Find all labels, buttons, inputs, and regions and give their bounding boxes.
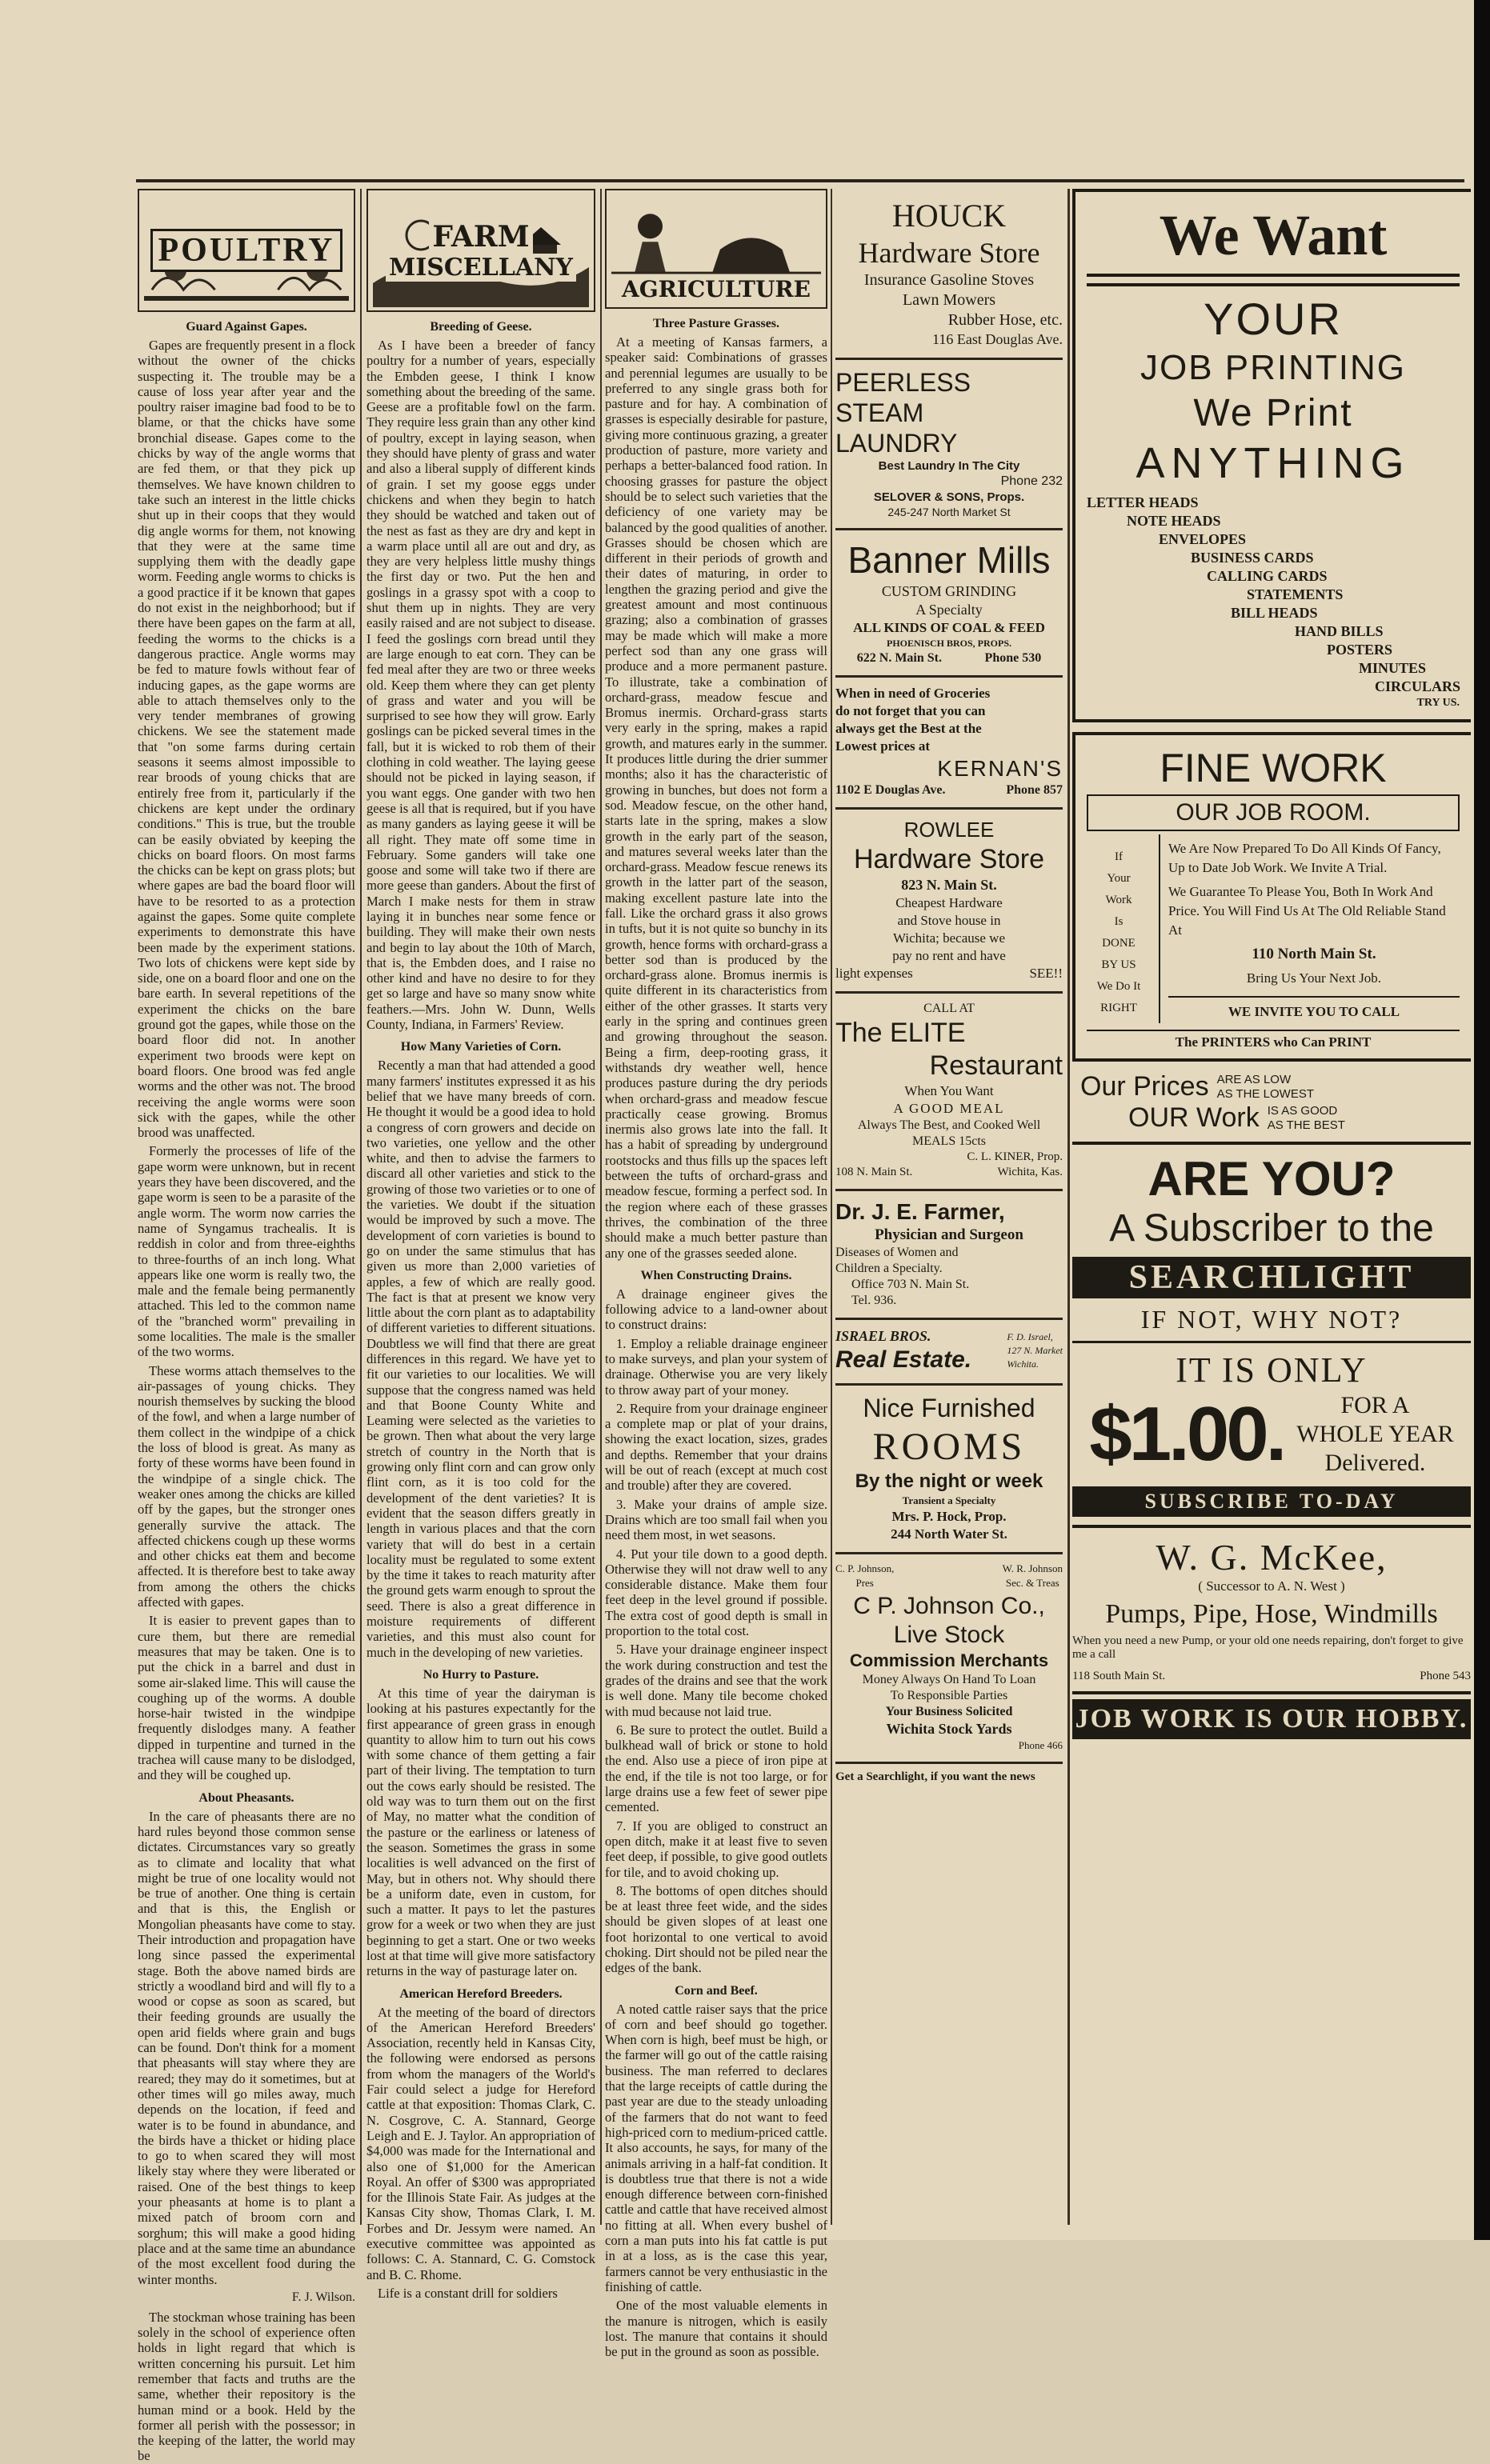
ad-text: AS THE BEST [1267,1118,1345,1132]
side-word: Your [1107,872,1131,885]
ad-line [835,1166,1063,1179]
officers [835,1561,1063,1591]
print-item: TRY US. [1416,697,1460,709]
ad-line: When in need of Groceries [835,686,991,701]
heading: Corn and Beef. [675,1983,758,1998]
houck-ad [835,189,1063,360]
farm-title-2: MISCELLANY [386,254,576,282]
ad-line: KERNAN'S [937,756,1063,781]
ad-line: F. D. Israel, [1007,1331,1053,1342]
ad-text: Bring Us Your Next Job. [1246,970,1382,986]
ad-line: ROOMS [872,1426,1026,1468]
mckee-successor: ( Successor to A. N. West ) [1198,1578,1345,1594]
we-want-heading: We Want [1159,203,1388,267]
article-text: The stockman whose training has been solely in the school of experience often holds in light regard that which is written concerning his pursuit. Let him remember that facts and truths are the same, whether their repository is the human mind or a book. Held by the former all perish with the possessor; in the keeping of the latter, the world may be [138,2309,355,2464]
article-text: 3. Make your drains of ample size. Drains which are too small fail when you need them most, in wet seasons. [605,1496,827,1543]
mckee-name: W. G. McKee, [1156,1537,1388,1578]
ad-line: PHOENISCH BROS, PROPS. [886,638,1012,649]
hobby-ad [1072,1691,1471,1739]
double-rule [1087,274,1460,286]
print-item: NOTE HEADS [1127,513,1221,529]
work-compare [1268,1104,1345,1133]
prices-compare [1217,1073,1314,1102]
column-rule [1067,189,1070,2225]
ad-line: To Responsible Parties [890,1689,1008,1702]
article-text: These worms attach themselves to the air-passages of young chicks. They nourish themselves by sucking the blood of the fowl, and when a large number of them collect in the windpipe of a chick the loss of blood is great. As many as forty of these worms have been found in the windpipe of a single chick. The weaker ones among the chicks are killed off by the gapes, but the stronger ones generally survive the attack. The affected chickens cough up these worms and other chicks eat them and become affected. It is therefore best to take away from among the others the chicks affected with gapes. [138,1362,355,1610]
print-item: ENVELOPES [1159,531,1247,547]
only-line: IT IS ONLY [1176,1350,1368,1390]
farm-masthead [366,189,595,312]
ad-line: PEERLESS [835,368,971,397]
column-rule [600,189,602,2225]
ad-line: Your Business Solicited [885,1705,1013,1718]
heading: When Constructing Drains. [640,1268,792,1282]
side-word: DONE [1102,937,1136,950]
side-word: Work [1105,894,1132,906]
ad-line: and Stove house in [897,913,1001,928]
signature: F. J. Wilson. [291,2290,355,2304]
heading: How Many Varieties of Corn. [400,1040,562,1054]
article-text: A noted cattle raiser says that the price of corn and beef should go together. When corn is high, beef must be high, or the farmer will go out of the cattle raising business. The man referred to declares that the large receipts of cattle during the past year are due to the steady unloading of the farmers that do not want to feed high-priced corn to medium-priced cattle. It also accounts, he says, for many of the animals arriving in a half-fat condition. It is doubtless true that there is not a wide enough difference between corn-finished cattle and cattle that have received almost no fitting at all. When every bushel of corn a man puts into his fat cattle is put in at a loss, as is the case this year, farmers cannot be very enthusiastic in the finishing of cattle. [605,2001,827,2294]
fine-work-body [1087,834,1460,1023]
side-word: We Do It [1096,980,1141,993]
article-text: At this time of year the dairyman is looking at his pastures expectantly for the first appearance of green grass in enough quantity to allow him to turn out his cows with some chance of them getting a fair part of their living. The temptation to turn out the cows early should be resisted. The old way was to turn them out on the first of May, no matter what the condition of the pasture or the earliness or lateness of the season. Sometimes the grass in some localities is well advanced on the first of May, but in others not. Why should there be a uniform date, even in custom, for such a matter. It pays to let the pastures grow for a week or two when they are just beginning to get a start. One or two weeks lost at that time will give more satisfactory returns in the way of pasturage later on. [366,1685,595,1979]
article-text: In the care of pheasants there are no hard rules beyond those common sense dictates. Circumstances vary so greatly as to climate and locality that what might be true of one locality would not be true of another. One thing is certain and that is this, the English or Mongolian pheasants have come to stay. Their introduction and propagation have long since passed the experimental stage. Both the above named birds are strictly a woodland bird and will fly to a wood or copse as soon as scared, but their feeding grounds are usually the open arid fields where grain and bugs can be found. Don't think for a moment that pheasants will stay where they are reared; they may do it sometimes, but at other times will go miles away, much depends on the location, if feed and water is to be found in abundance, and the birds have a thicket or hiding place to go to when scared they will most likely stay where they were liberated or raised. One of the best things to keep your pheasants at home is to plant a mixed patch of broom corn and sorghum; this will make a good hiding place and at the same time an abundance of the most excellent food during the winter months. [138,1808,355,2287]
subscribe-banner: SUBSCRIBE TO-DAY [1072,1486,1471,1517]
article-text: Gapes are frequently present in a flock without the owner of the chicks suspecting it. The trouble may be a cause of loss year after year and the poultry raiser imagine bad food to be to blame, or that the chicks have some bronchial disease. Gapes come to the chicks by way of the angle worms that are fed them, or that they pick up themselves. We have known children to take such an interest in the little chicks shut up in their coops that they would dig angle worms for them, not knowing that they were at the same time supplying them with the deadly gape worm. Feeding angle worms to chicks is a good practice if it be known that gapes do not exist in the neighborhood; but if there have been gapes on the farm at all, feeding the worms to the chicks is a dangerous practice. Angle worms may be fed to mature fowls without fear of inducing gapes, as the gape worms are able to attach themselves only to the very tender membranes of growing chickens. We see the statement made that "on some farms during certain seasons it seems almost impossible to rear broods of young chicks that are entirely free from it, particularly if the chickens are kept under the ordinary conditions." This is true, but the trouble can be easily obviated by keeping the chicks on board floors. On most farms the chicks can be kept on grass plots; but where gapes are bad the board floor will have to be resorted to as a protection against the gapes. Some quite complete experiments to demonstrate this have been made by the experiment stations. Two lots of chickens were kept side by side, one on a board floor and one on the bare earth. In several repetitions of the experiment the chicks on the bare ground got the gapes, while those on the board floor did not. In another experiment two broods were kept on board floors. One brood was fed angle worms and the other was not. The brood receiving the angle worms were soon sick with the gapes, while the other brood was unaffected. [138,338,355,1141]
price-value: $1.00. [1089,1391,1284,1477]
phone: Phone 543 [1420,1670,1471,1682]
article-text: 6. Be sure to protect the outlet. Build a bulkhead wall of brick or stone to hold the end. Also use a piece of iron pipe at the end, if the tile is not too large, or for large drains use a few feet of sewer pipe cemented. [605,1722,827,1815]
agriculture-column [605,189,827,2360]
officer-title: Sec. & Treas [1005,1577,1059,1589]
ad-text: Delivered. [1324,1450,1426,1476]
poultry-title: POULTRY [150,229,342,272]
ad-line: Phone 232 [1000,474,1063,488]
article-text: It is easier to prevent gapes than to cure them, but there are remedial measures that may be taken. One is to put the chick in a barrel and dust in some air-slaked lime. This will cause the coughing up of the worms. A double horse-hair twisted in the windpipe frequently dislodges many. A feather dipped in turpentine and turned in the trachea will cause many to be dislodged, and they will be coughed up. [138,1613,355,1783]
ad-line: A Specialty [915,602,983,618]
ad-line: HOUCK [891,198,1007,234]
ad-line: MEALS 15cts [912,1134,986,1148]
top-rule [136,179,1464,182]
price-row [1072,1390,1471,1478]
rowlee-ad [835,810,1063,994]
ad-line: SELOVER & SONS, Props. [873,490,1025,504]
rooms-ad [835,1386,1063,1554]
address: 118 South Main St. [1072,1670,1166,1682]
are-you-heading: ARE YOU? [1148,1152,1396,1206]
side-word: BY US [1101,958,1136,971]
ad-text: SEE!! [1029,966,1063,981]
ad-line: Physician and Surgeon [875,1226,1023,1243]
fine-work-heading: FINE WORK [1160,746,1387,790]
israel-main [835,1326,971,1375]
ad-line: Best Laundry In The City [878,459,1020,473]
work-row [1080,1102,1463,1134]
print-item: BILL HEADS [1231,605,1318,621]
poultry-column [138,189,355,2464]
ad-line: 116 East Douglas Ave. [932,331,1063,347]
ad-line: A GOOD MEAL [893,1101,1005,1116]
column-rule [831,189,832,2225]
article-text: A drainage engineer gives the following advice to a land-owner about to construct drains: [605,1286,827,1333]
heading: Three Pasture Grasses. [652,317,780,330]
address: 108 N. Main St. [835,1166,913,1178]
ad-line: When You Want [904,1083,994,1098]
ad-address: 110 North Main St. [1252,946,1376,962]
price-terms [1296,1391,1453,1478]
ad-line: Diseases of Women and [835,1246,959,1259]
work-label: OUR Work [1128,1102,1260,1133]
mckee-line: When you need a new Pump, or your old one needs repairing, don't forget to give me a call [1072,1634,1464,1661]
elite-ad [835,994,1063,1191]
article-text: 5. Have your drainage engineer inspect the work during construction and test the grades of the drains and see that the work is well done. Many tile become choked with mud because not laid true. [605,1642,827,1719]
address: 1102 E Douglas Ave. [835,783,946,797]
ad-text: ARE AS LOW [1216,1072,1292,1086]
article-text: At a meeting of Kansas farmers, a speaker said: Combinations of grasses and perennial legumes are usually to be preferred to any single grass both for pasture and for hay. A combination of grasses is especially desirable for pasture, giving more continuous grazing, a greater production of pasture, more variety and perhaps a better-balanced food ration. In choosing grasses for pasture the object should be to select such varieties that the deficiency of one variety may be balanced by the good qualities of another. Grasses should be chosen which are different in their periods of growth and their dates of maturing, in order to lengthen the grazing period and give the greatest amount and most continuous grazing; also a combination of grasses may be made which will make a more perfect sod than any one grass will produce and a more permanent pasture. To illustrate, take a combination of orchard-grass, meadow fescue and Bromus inermis. Orchard-grass starts very early in the spring, makes a rapid growth, and matures early in the summer. It produces little during the drier summer months; also it has the characteristic of growing in bunches, but does not form a sod. Meadow fescue, on the other hand, starts late in the spring, makes a slow growth in the early part of the season, and matures several weeks later than the orchard-grass. Meadow fescue renews its growth in the latter part of the season, making excellent pasture late into the fall. Like the orchard grass it also grows in tufts, but it is not quite so bunchy in its growth, hence forms with orchard-grass a better sod than is produced by the orchard-grass alone. Bromus inermis is quite different in its characteristics from either of the other grasses. It starts very early in the spring and continues green and growing throughout the season. Being a firm, deep-rooting grass, it withstands dry weather well, hence produces pasture during the dry periods when orchard-grass and meadow fescue practically cease growing. Bromus inermis also grows late into the fall. It has a habit of spreading by underground rootstocks and thus fills up the spaces left between the tufts of orchard-grass and meadow fescue, forming a perfect sod. In the region where each of these grasses thrives, the combination of the three should make a much better pasture than any one of the grasses seeded alone. [605,334,827,1261]
ad-line: Mrs. P. Hock, Prop. [891,1509,1007,1524]
ad-line: Get a Searchlight, if you want the news [835,1770,1035,1783]
fine-work-text [1159,834,1460,1023]
ad-text: We Are Now Prepared To Do All Kinds Of Fancy, Up to Date Job Work. We Invite A Trial. [1168,841,1441,875]
searchlight-note [835,1764,1063,1784]
ad-line: Dr. J. E. Farmer, [835,1199,1005,1224]
officer-title: Pres [855,1577,874,1589]
ad-text: WHOLE YEAR [1296,1421,1454,1447]
side-word: Is [1114,915,1124,928]
page-edge-shadow [1474,0,1490,2240]
prices-label: Our Prices [1080,1071,1209,1102]
heading: Guard Against Gapes. [186,320,307,334]
print-item: CALLING CARDS [1207,568,1328,584]
print-items [1087,494,1460,710]
ad-line: Wichita. [1007,1358,1039,1370]
ad-line: Hardware Store [853,844,1045,874]
ad-line: 245-247 North Market St [887,506,1011,518]
ad-line: By the night or week [855,1470,1043,1492]
print-item: STATEMENTS [1247,586,1344,602]
ad-line: ALL KINDS OF COAL & FEED [853,620,1045,635]
officer-name: C. P. Johnson, [835,1562,895,1574]
ad-line: always get the Best at the [835,721,982,736]
article-text: At the meeting of the board of directors of the American Hereford Breeders' Association, recently held in Kansas City, the following were endorsed as persons from whom the managers of the World's Fair could select a judge for Hereford cattle at that exposition: Thomas Clark, C. N. Cosgrove, C. A. Stannard, George Leigh and E. J. Taylor. An appropriation of $4,000 was made for the International and also one of $1,000 for the American Royal. An offer of $300 was appropriated for the Illinois State Fair. As judges at the Kansas City show, Thomas Clark, I. M. Forbes and Dr. Jessym were named. An executive committee was appointed as follows: C. A. Stannard, C. G. Comstock and B. C. Rhome. [366,2004,595,2282]
ad-line: Live Stock [893,1622,1005,1648]
printers-line: The PRINTERS who Can PRINT [1087,1030,1460,1050]
heading: About Pheasants. [198,1790,294,1805]
officer-2 [1003,1561,1063,1591]
ad-text: AS THE LOWEST [1216,1086,1315,1101]
ad-line [835,966,1063,982]
ad-line: Always The Best, and Cooked Well [857,1118,1041,1132]
ad-line: Hardware Store [858,237,1040,269]
peerless-ad [835,360,1063,530]
article-text: Formerly the processes of life of the gape worm were unknown, but in recent years they have been discovered, and the gape worm is seen to be a parasite of the angle worm. The worm now carries the name of Syngamus trachealis. It is reddish in color and from three-eighths to three-fourths of an inch long. What appears like one worm is really two, the male and the female being permanently attached. This led to the common name of the "branched worm" prevailing in some localities. The male is the smaller of the two worms. [138,1143,355,1360]
ad-text: light expenses [835,966,913,981]
ad-line: LAUNDRY [835,429,958,458]
article-text: 1. Employ a reliable drainage engineer to make surveys, and plan your system of drainage. Otherwise you are very likely to throw away part of your money. [605,1335,827,1398]
ad-line [835,651,1063,666]
israel-address [1007,1330,1063,1372]
fine-work-ad [1072,732,1471,1062]
job-room-heading: OUR JOB ROOM. [1087,794,1460,831]
ad-line: Nice Furnished [863,1394,1035,1422]
ad-line: Tel. 936. [851,1294,897,1307]
farm-title-1: FARM [429,220,532,254]
printing-column [1072,189,1471,2225]
johnson-ad [835,1554,1063,1764]
hobby-banner: JOB WORK IS OUR HOBBY. [1072,1699,1471,1739]
job-printing-heading: JOB PRINTING [1140,348,1407,387]
searchlight-banner: SEARCHLIGHT [1072,1257,1471,1298]
heading: Breeding of Geese. [430,320,532,334]
ad-line: ISRAEL BROS. [835,1328,931,1344]
print-item: HAND BILLS [1295,623,1384,639]
article-text: Life is a constant drill for soldiers [378,2285,558,2301]
article-text: 8. The bottoms of open ditches should be at least three feet wide, and the sides should be given slopes of at least one foot horizontal to one vertical to avoid choking. Dirt should not be piled near the edges of the bank. [605,1882,827,1976]
ad-line: Lowest prices at [835,738,931,754]
subscribe-ad [1072,1142,1471,1517]
heading: No Hurry to Pasture. [423,1667,539,1682]
job-printing-ad [1072,189,1471,722]
ad-line: do not forget that you can [835,703,986,718]
israel-bros-ad [835,1320,1063,1386]
ad-line: CUSTOM GRINDING [881,583,1017,599]
article-text: Recently a man that had attended a good many farmers' institutes expressed it as his belief that we have many breeds of corn. He thought it would be a good idea to hold a congress of corn growers and decide on two varieties, one yellow and the other white, and then to advise the farmers to discard all other varieties and stick to the growing of those two varieties or to one of the varieties. We doubt if the situation would be improved by such a move. The development of corn varieties is bound to go on under the same stimulus that has given us more than 2,000 varieties of apples, a few of which are really good. The fact is that at present we know very little about the corn plant as to adaptability of different varieties to different situations. Doubtless we will find that there are great differences in this regard. We have yet to fit our varieties to our localities. We will suppose that the congress named was held and that Boone County White and Leaming were selected as the varieties to be grown. Then what about the very large stretch of country in the North that is growing only flint corn and can grow only flint corn, as it is too cold for the development of the dent varieties? It is evident that the season differs greatly in length in various places and that the corn variety that will do best in a certain locality must be regulated to some extent by the time it takes to reach maturity after the ground gets warm enough to sprout the seed. There is also a great difference in moisture requirements of different varieties, and this must also count for much in the developing of new varieties. [366,1058,595,1660]
print-item: CIRCULARS [1375,678,1461,694]
phone: Phone 857 [1006,783,1063,797]
prices-ad [1072,1071,1471,1134]
mckee-products: Pumps, Pipe, Hose, Windmills [1105,1599,1438,1629]
ad-line: 127 N. Market [1007,1345,1063,1356]
ad-line: Banner Mills [847,539,1051,581]
ad-line: Commission Merchants [849,1650,1049,1670]
your-heading: YOUR [1204,294,1343,344]
print-item: POSTERS [1327,642,1393,658]
ad-line: Cheapest Hardware [895,895,1003,910]
if-not-line: IF NOT, WHY NOT? [1140,1305,1403,1334]
side-words [1087,834,1151,1023]
ad-text: We Guarantee To Please You, Both In Work And Price. You Will Find Us At The Old Reliable Stand At [1168,884,1446,938]
ad-text: FOR A [1340,1392,1410,1418]
address: 622 N. Main St. [856,651,942,665]
ad-text: IS AS GOOD [1267,1103,1338,1118]
side-word: RIGHT [1100,1002,1137,1014]
heading: American Hereford Breeders. [399,1986,563,2001]
article-text: 4. Put your tile down to a good depth. Otherwise they will not draw well to any considerable distance. Make them four feet deep in the level ground if possible. The extra cost of good depth is small in proportion to the total cost. [605,1546,827,1639]
ad-line: 823 N. Main St. [901,877,997,893]
agriculture-title: AGRICULTURE [619,276,814,302]
article-text: 7. If you are obliged to construct an open ditch, make it at least five to seven feet deep, if possible, to give good outlets for tile, and to avoid choking up. [605,1818,827,1880]
ad-line: The ELITE [835,1018,966,1048]
ad-line: 244 North Water St. [891,1526,1007,1542]
invite-line: WE INVITE YOU TO CALL [1168,996,1460,1022]
column-rule [360,189,362,2225]
we-print-heading: We Print [1193,392,1353,434]
ad-line: Office 703 N. Main St. [851,1278,970,1291]
officer-1 [835,1561,894,1591]
article-text: 2. Require from your drainage engineer a complete map or plat of your drains, showing the exact location, sizes, grades and depths. Remember that your drains will be out of reach (except at much cost and trouble) after they are covered. [605,1400,827,1494]
dr-farmer-ad [835,1191,1063,1320]
print-item: BUSINESS CARDS [1191,550,1314,566]
agriculture-masthead [605,189,827,309]
ad-line: Insurance Gasoline Stoves [863,271,1035,289]
anything-heading: ANYTHING [1136,439,1411,487]
poultry-masthead [138,189,355,312]
ad-line: ROWLEE [903,818,995,842]
banner-mills-ad [835,530,1063,678]
ad-line: Transient a Specialty [902,1494,996,1506]
ad-line: Restaurant [929,1050,1063,1081]
ad-line [835,783,1063,798]
subscriber-heading: A Subscriber to the [1109,1207,1434,1250]
ad-line: Lawn Mowers [902,291,996,309]
ad-line: CALL AT [923,1002,975,1015]
ad-line: Rubber Hose, etc. [947,311,1063,329]
ads-column [835,189,1063,2225]
city: Wichita, Kas. [997,1166,1063,1178]
print-item: LETTER HEADS [1087,494,1199,510]
ad-line: Real Estate. [835,1346,972,1373]
kernan-ad [835,678,1063,810]
farm-column [366,189,595,2301]
phone: Phone 530 [984,651,1042,665]
officer-name: W. R. Johnson [1002,1562,1063,1574]
ad-line: Money Always On Hand To Loan [862,1673,1036,1686]
prices-row [1080,1071,1463,1102]
article-text: One of the most valuable elements in the manure is nitrogen, which is easily lost. The manure that contains it should be put in the ground as soon as possible. [605,2298,827,2360]
ad-line: pay no rent and have [892,948,1006,963]
article-text: As I have been a breeder of fancy poultry for a number of years, especially the Embden geese, I think I know something about the breeding of the same. Geese are a profitable fowl on the farm. They require less grain than any other kind of poultry, except in laying season, when they should have plenty of grass and water and also a liberal supply of different kinds of grain. I set my goose eggs under chickens and when they begin to hatch they should be watched and taken out of the nest as fast as they are dry and kept in a warm place until all are out and dry, as they are very helpless little mushy things the first day or two. Put the hen and goslings in a grassy spot with a coop to shut them up in nights. They are very easily raised and are not subject to disease. I feed the goslings corn bread until they are large enough to eat corn. They can be fed meal after they are two or three weeks old. Keep them where they can get plenty of grass and water and you will be surprised to see how they will grow. Early goslings can be picked several times in the fall, but it is wicked to rob them of their clothing in cold weather. The laying geese should not be picked in laying season, if you want eggs. One gander with two hen geese is all that is required, but if you have as many ganders as laying geese it will be all right. They mate off some time in February. Some ganders will take one goose and some will take two if there are more geese than ganders. About the first of March I make nests for them in straw laying it in bunches near some fence or building. They will make their own nests and begin to lay about the 10th of March, that is, the Embden does, and I raise no other kind and have no desire to for they get so large and have so many snow white feathers.—Mrs. John W. Dunn, Wells County, Indiana, in Farmers' Review. [366,338,595,1033]
print-item: MINUTES [1359,660,1427,676]
ad-line: STEAM [835,398,924,427]
ad-line: Children a Specialty. [835,1262,943,1275]
ad-line: C P. Johnson Co., [853,1593,1045,1619]
ad-line: Wichita Stock Yards [886,1721,1012,1737]
ad-line: Phone 466 [1018,1739,1063,1751]
mckee-ad [1072,1525,1471,1691]
ad-line: C. L. KINER, Prop. [967,1150,1063,1163]
side-word: If [1115,850,1123,863]
ad-line: Wichita; because we [893,930,1005,946]
mckee-contact [1072,1670,1471,1683]
